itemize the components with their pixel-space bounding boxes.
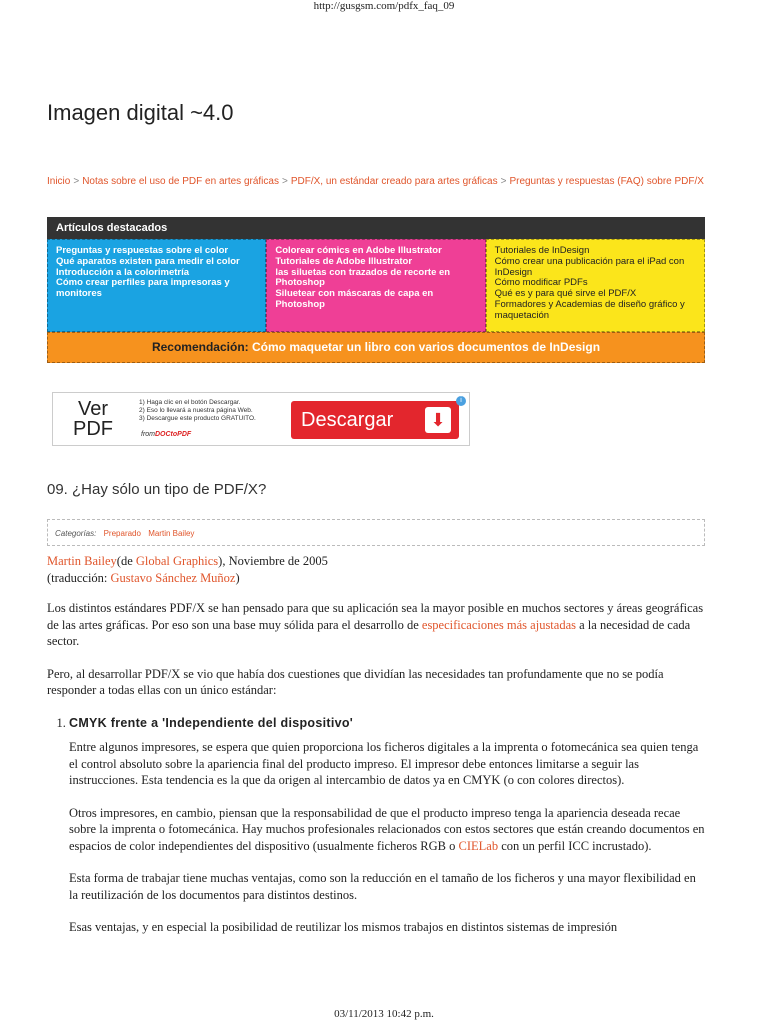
breadcrumb-item-notas[interactable]: Notas sobre el uso de PDF en artes gráficas [82,176,279,187]
ad-step: 1) Haga clic en el botón Descargar. [139,399,241,406]
featured-heading: Artículos destacados [47,217,705,239]
author-line [47,553,707,586]
recommendation-link[interactable]: Cómo maquetar un libro con varios documentos de InDesign [251,340,601,354]
article-content [47,553,707,952]
ad-download-button[interactable] [291,401,459,439]
author-org-prefix: (de [116,554,136,568]
breadcrumb-item-inicio[interactable]: Inicio [47,176,71,187]
ad-ver-pdf-logo [63,399,123,439]
post-title: 09. ¿Hay sólo un tipo de PDF/X? [47,481,267,498]
featured-link[interactable]: las siluetas con trazados de recorte en Photoshop [275,266,451,289]
featured-articles-box [47,217,705,363]
featured-link[interactable]: Siluetear con máscaras de capa en Photoshop [275,288,434,310]
author-org-link[interactable]: Global Graphics [135,554,219,568]
list-item-heading: 1. CMYK frente a 'Independiente del dispositivo' [69,715,354,730]
paragraph: Esas ventajas, y en especial la posibilidad de reutilizar los mismos trabajos en distintos sistemas de impresión [69,920,618,934]
translation-prefix: (traducción: [47,570,111,585]
paragraph: Pero, al desarrollar PDF/X se vio que había dos cuestiones que dividían las necesidades tan profundamente que no se podía responder a todas ellas con un único estándar: [47,666,664,697]
issues-list [47,715,707,936]
recommendation-label: Recomendación: [151,340,249,354]
paragraph-text: con un perfil ICC incrustado). [498,838,652,853]
featured-column-indesign [486,239,705,332]
print-header-url: http://gusgsm.com/pdfx_faq_09 [313,0,455,12]
list-item [69,715,707,936]
ad-logo-brand: DOCtoPDF [155,431,192,438]
featured-link[interactable]: Tutoriales de Adobe Illustrator [275,255,413,267]
featured-link[interactable]: Qué aparatos existen para medir el color [56,255,240,267]
paragraph: Esta forma de trabajar tiene muchas ventajas, como son la reducción en el tamaño de los ficheros y una mayor flexibilidad en la reutilización de los documentos para distintos destinos. [69,871,696,902]
ad-download-label: Descargar [301,409,394,431]
featured-link[interactable]: Qué es y para qué sirve el PDF/X [494,288,637,300]
ad-pdf-text: PDF [73,418,113,440]
breadcrumb-separator-icon: > [73,176,80,187]
breadcrumb-item-faq[interactable]: Preguntas y respuestas (FAQ) sobre PDF/X [509,176,704,187]
print-footer-date: 03/11/2013 10:42 p.m. [334,1008,434,1020]
featured-link[interactable]: Preguntas y respuestas sobre el color [56,245,229,256]
ad-logo-from: from [141,431,155,438]
paragraph [47,600,707,650]
featured-link[interactable]: Cómo modificar PDFs [494,277,588,289]
ad-steps [139,399,256,423]
paragraph [69,805,707,855]
featured-column-illustrator [266,239,485,332]
featured-link[interactable]: Introducción a la colorimetría [56,266,190,278]
category-link[interactable]: Preparado [103,529,141,538]
breadcrumb [47,174,707,190]
ad-step: 3) Descargue este producto GRATUITO. [139,415,256,422]
featured-link[interactable]: Formadores y Academias de diseño gráfico y maquetación [494,298,685,321]
breadcrumb-separator-icon: > [500,176,507,187]
featured-columns [47,239,705,332]
paragraph-text: Los distintos estándares PDF/X se han pensado para que su aplicación sea la mayor posible en muchos sectores y áreas geográficas de las artes gráficas. Por eso son una base muy sólida para el desarrollo de [47,601,704,632]
paragraph-text: Otros impresores, en cambio, piensan que la responsabilidad de que el producto impreso tenga la apariencia deseada recae sobre la imprenta o fotomecánica. Hay muchos profesionales relacionados con estos sectores que están creando documentos en espacios de color independientes del dispositivo (usualmente ficheros RGB o [69,805,705,853]
site-title[interactable]: Imagen digital ~4.0 [47,100,234,125]
author-date: ), Noviembre de 2005 [218,554,328,568]
specifications-link[interactable]: especificaciones más ajustadas [421,617,576,632]
featured-link[interactable]: Cómo crear una publicación para el iPad con InDesign [494,255,685,278]
featured-link[interactable]: Cómo crear perfiles para impresoras y monitores [56,277,230,300]
categories-box [47,519,705,546]
ad-step: 2) Eso lo llevará a nuestra página Web. [139,407,253,414]
translation-suffix: ) [235,570,240,585]
ad-brand-logo [141,431,191,438]
category-link[interactable]: Martin Bailey [148,529,195,538]
paragraph-text: a la necesidad de cada sector. [47,617,691,648]
cielab-link[interactable]: CIELab [458,838,499,853]
categories-label: Categorías: [55,529,97,538]
translator-link[interactable]: Gustavo Sánchez Muñoz [110,570,236,585]
ad-banner[interactable] [52,392,470,446]
featured-link[interactable]: Tutoriales de InDesign [494,245,590,256]
breadcrumb-separator-icon: > [281,176,288,187]
breadcrumb-item-pdfx[interactable]: PDF/X, un estándar creado para artes gráficas [290,176,498,187]
featured-link[interactable]: Colorear cómics en Adobe Illustrator [275,245,442,256]
ad-ver-text: Ver [77,398,109,420]
recommendation-bar [47,332,705,363]
download-arrow-icon: ⬇ [425,407,451,433]
featured-column-color [47,239,266,332]
paragraph: Entre algunos impresores, se espera que quien proporciona los ficheros digitales a la imprenta o fotomecánica sea quien tenga el control absoluto sobre la apariencia final del producto impreso. El impresor debe entonces limitarse a seguir las instrucciones. Esta tendencia es la que da origen al intercambio de datos ya en CMYK (o con colores directos). [69,740,699,787]
author-link[interactable]: Martin Bailey [47,554,117,568]
ad-info-icon[interactable]: i [456,396,466,406]
